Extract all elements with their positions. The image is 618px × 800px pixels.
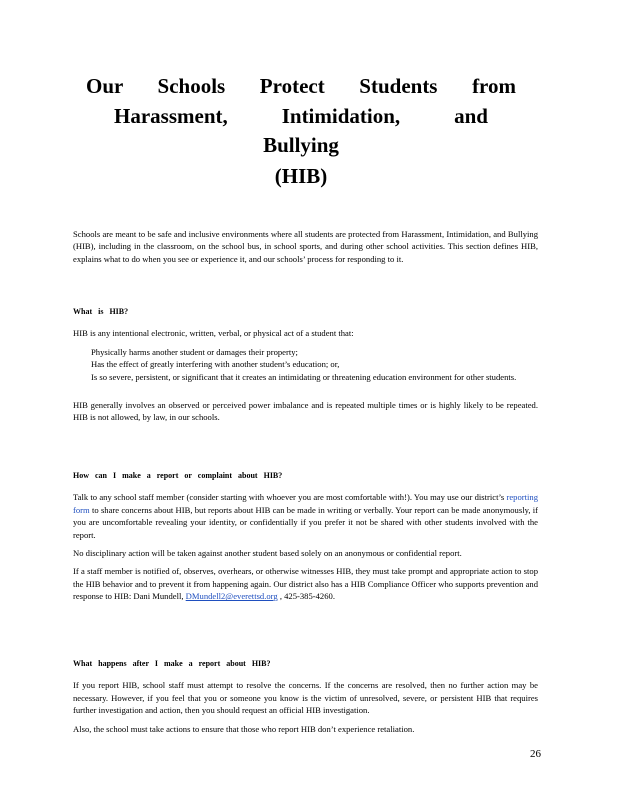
report-heading: How can I make a report or complaint about HIB?: [73, 471, 283, 480]
report-paragraph-3: If a staff member is notified of, observes, overhears, or otherwise witnesses HIB, they must take prompt and appropriate action to stop the HIB behavior and to prevent it from happening again. Our district also has a HIB Compliance Officer who supports prevention and response to HIB: Dani Mundell, DMundell2@everettsd.org , 425-385-4260.: [73, 566, 538, 602]
what-is-heading: What is HIB?: [73, 307, 129, 316]
intro-paragraph: Schools are meant to be safe and inclusive environments where all students are protected from Harassment, Intimidation, and Bullying (HIB), including in the classroom, on the school bus, in school sports, and during other school activities. This section defines HIB, explains what to do when you see or experience it, and our schools’ process for responding to it.: [73, 229, 538, 264]
title-line-1: Our Schools Protect Students from: [86, 74, 516, 98]
list-item: Physically harms another student or damages their property;: [91, 346, 298, 357]
after-report-section: [73, 658, 538, 735]
title-line-4: (HIB): [274, 163, 328, 188]
after-report-heading: What happens after I make a report about HIB?: [73, 659, 271, 668]
what-is-bullet-list: [73, 346, 538, 383]
what-is-lead: HIB is any intentional electronic, written, verbal, or physical act of a student that:: [73, 328, 354, 339]
what-is-paragraph-2: HIB generally involves an observed or perceived power imbalance and is repeated multiple times or is highly likely to be repeated. HIB is not allowed, by law, in our schools.: [73, 400, 538, 423]
page-title: [86, 72, 516, 191]
reporting-form-link[interactable]: reporting form: [73, 492, 538, 515]
title-line-3: Bullying: [263, 133, 339, 157]
report-paragraph-1: Talk to any school staff member (consider starting with whoever you are most comfortable with!). You may use our district’s reporting form to share concerns about HIB, but reports about HIB can be made in writing or verbally. Your report can be made anonymously, if you are uncomfortable revealing your identity, or confidentially if you prefer it not be shared with other students involved with the report.: [73, 492, 538, 540]
report-section: [73, 470, 538, 603]
list-item: Is so severe, persistent, or significant that it creates an intimidating or threatening education environment for other students.: [91, 371, 517, 382]
compliance-officer-email-link[interactable]: DMundell2@everettsd.org: [185, 591, 278, 602]
what-is-section: [73, 306, 538, 424]
after-report-paragraph-1: If you report HIB, school staff must attempt to resolve the concerns. If the concerns are resolved, then no further action may be necessary. However, if you feel that you or someone you know is the victim of unresolved, severe, or persistent HIB that requires further investigation and action, then you should request an official HIB investigation.: [73, 680, 538, 716]
title-line-2: Harassment, Intimidation, and: [114, 103, 488, 128]
report-paragraph-2: No disciplinary action will be taken against another student based solely on an anonymous or confidential report.: [73, 548, 462, 559]
after-report-paragraph-2: Also, the school must take actions to ensure that those who report HIB don’t experience retaliation.: [73, 723, 415, 734]
list-item: Has the effect of greatly interfering with another student’s education; or,: [91, 359, 340, 370]
intro-section: [73, 228, 538, 265]
page-number: 26: [530, 748, 541, 760]
